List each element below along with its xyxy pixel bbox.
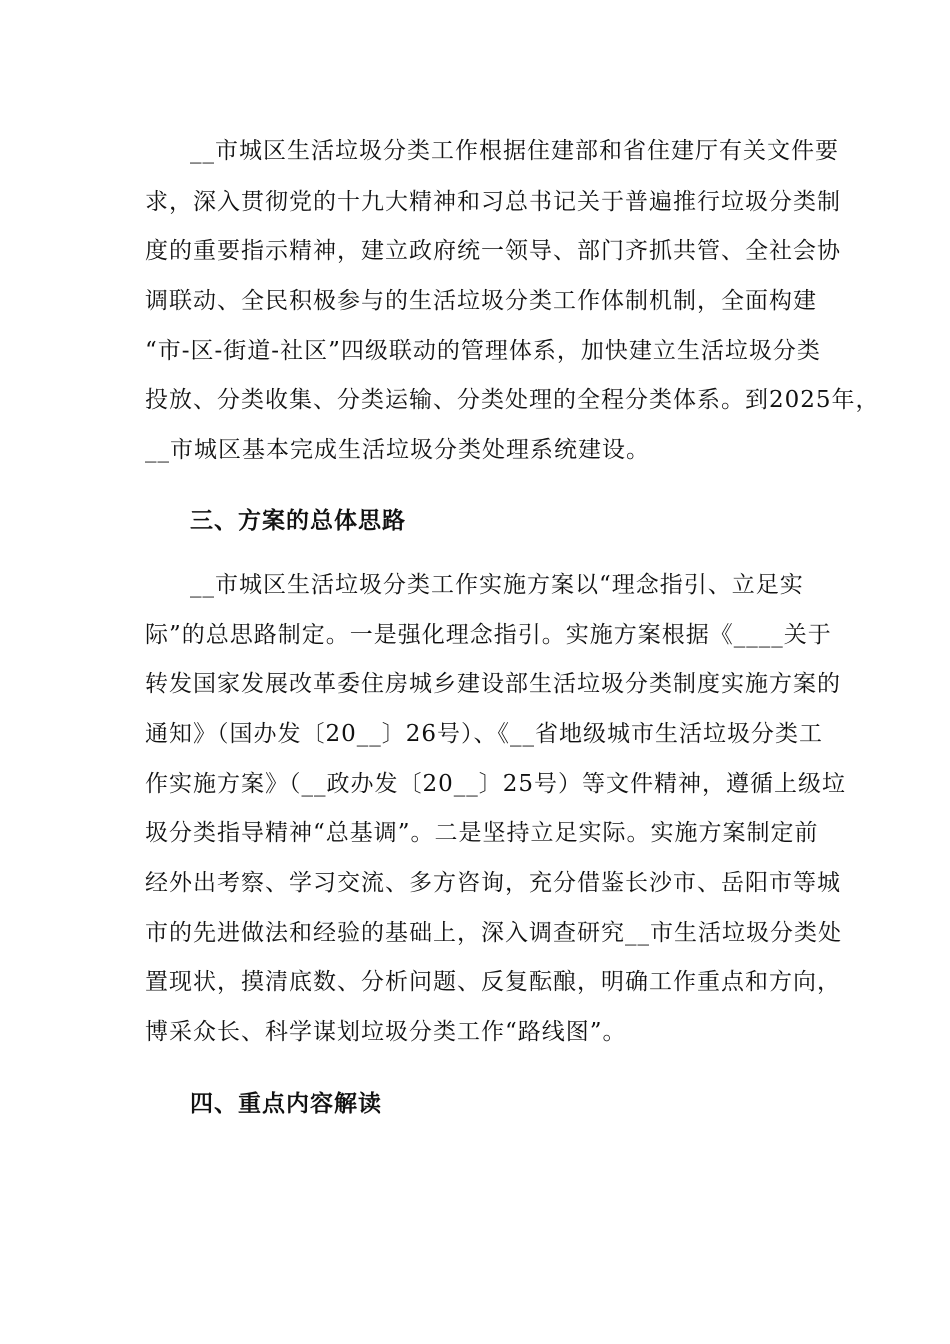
paragraph-1-line-2: 求，深入贯彻党的十九大精神和习总书记关于普遍推行垃圾分类制 [145, 189, 841, 215]
paragraph-2-line-3: 转发国家发展改革委住房城乡建设部生活垃圾分类制度实施方案的 [145, 671, 841, 697]
paragraph-1-line-6: 投放、分类收集、分类运输、分类处理的全程分类体系。到2025年， [145, 387, 880, 413]
paragraph-2-line-6: 圾分类指导精神“总基调”。二是坚持立足实际。实施方案制定前 [145, 820, 819, 846]
section-heading-4: 四、重点内容解读 [190, 1091, 382, 1117]
paragraph-1-line-7: __市城区基本完成生活垃圾分类处理系统建设。 [145, 437, 650, 463]
paragraph-1-line-1: __市城区生活垃圾分类工作根据住建部和省住建厅有关文件要 [190, 138, 839, 164]
paragraph-1-line-5: “市-区-街道-社区”四级联动的管理体系，加快建立生活垃圾分类 [145, 338, 821, 364]
paragraph-2-line-10: 博采众长、科学谋划垃圾分类工作“路线图”。 [145, 1019, 627, 1045]
paragraph-1-line-4: 调联动、全民积极参与的生活垃圾分类工作体制机制，全面构建 [145, 288, 817, 314]
paragraph-2-line-8: 市的先进做法和经验的基础上，深入调查研究__市生活垃圾分类处 [145, 920, 842, 946]
paragraph-2-line-2: 际”的总思路制定。一是强化理念指引。实施方案根据《____关于 [145, 622, 832, 648]
paragraph-2-line-9: 置现状，摸清底数、分析问题、反复酝酿，明确工作重点和方向， [145, 969, 841, 995]
paragraph-2-line-4: 通知》（国办发〔20__〕26号）、《__省地级城市生活垃圾分类工 [145, 721, 824, 747]
paragraph-1-line-3: 度的重要指示精神，建立政府统一领导、部门齐抓共管、全社会协 [145, 238, 841, 264]
paragraph-2-line-7: 经外出考察、学习交流、多方咨询，充分借鉴长沙市、岳阳市等城 [145, 870, 841, 896]
section-heading-3: 三、方案的总体思路 [190, 508, 406, 534]
paragraph-2-line-5: 作实施方案》（__政办发〔20__〕25号）等文件精神，遵循上级垃 [145, 771, 847, 797]
paragraph-2-line-1: __市城区生活垃圾分类工作实施方案以“理念指引、立足实 [190, 572, 804, 598]
